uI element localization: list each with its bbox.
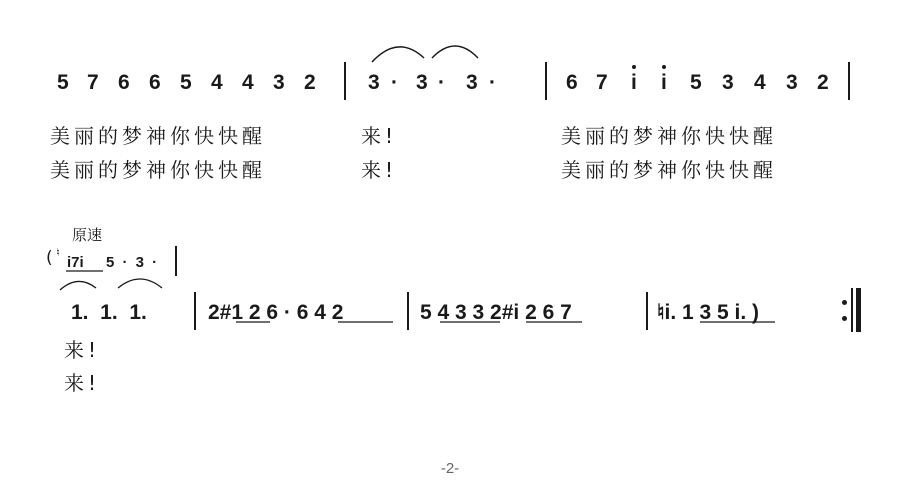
note-high-octave: i — [661, 71, 667, 94]
barline — [646, 292, 648, 330]
measure-3-notes: 5 4 3 3 2#i 2 6 7 — [420, 301, 572, 324]
note: 3 — [368, 71, 380, 94]
note: 6 — [118, 71, 130, 94]
ossia-notes: i7i — [67, 254, 84, 271]
note: 5 — [57, 71, 69, 94]
lyric-line-1-lai: 来! — [361, 124, 398, 148]
note: 2 — [817, 71, 829, 94]
measure-2-notes: 2#1 2 6 · 6 4 2 — [208, 301, 344, 324]
lyric-line-1b: 美丽的梦神你快快醒 — [561, 124, 777, 148]
page-number: -2- — [440, 460, 460, 477]
note: · — [391, 71, 398, 94]
lyric-line-2a: 美丽的梦神你快快醒 — [50, 158, 266, 182]
tempo-marking: 原速 — [72, 226, 103, 244]
note: 5 — [180, 71, 192, 94]
note: 2 — [304, 71, 316, 94]
final-barline-thick — [856, 288, 861, 332]
ossia-rest: 5 · 3 · — [106, 254, 160, 271]
note: 3 — [466, 71, 478, 94]
note: 4 — [211, 71, 223, 94]
ossia-natural: ♮ — [56, 246, 60, 259]
lyric-line-1a: 美丽的梦神你快快醒 — [50, 124, 266, 148]
final-barline-thin — [851, 288, 853, 332]
note: 3 — [273, 71, 285, 94]
repeat-dot-lower — [842, 316, 847, 321]
note: · — [438, 71, 445, 94]
note: · — [489, 71, 496, 94]
note: 3 — [722, 71, 734, 94]
note: 4 — [242, 71, 254, 94]
measure-4-notes: ♮i. 1 3 5 i. ) — [657, 301, 760, 324]
note: 3 — [786, 71, 798, 94]
measure-1-notes: 1. 1. 1. — [71, 301, 147, 324]
lyric-line-2b: 美丽的梦神你快快醒 — [561, 158, 777, 182]
note: 4 — [754, 71, 766, 94]
note: 6 — [566, 71, 578, 94]
note: 7 — [596, 71, 608, 94]
note-high-octave: i — [631, 71, 637, 94]
note: 5 — [690, 71, 702, 94]
note: 7 — [87, 71, 99, 94]
repeat-dot-upper — [842, 300, 847, 305]
lyric-line-2-lai: 来! — [361, 158, 398, 182]
barline — [194, 292, 196, 330]
note: 6 — [149, 71, 161, 94]
ossia-open-paren: ( — [46, 248, 53, 268]
lyric-line-3: 来! — [64, 338, 101, 362]
lyric-line-4: 来! — [64, 371, 101, 395]
note: 3 — [416, 71, 428, 94]
barline — [407, 292, 409, 330]
